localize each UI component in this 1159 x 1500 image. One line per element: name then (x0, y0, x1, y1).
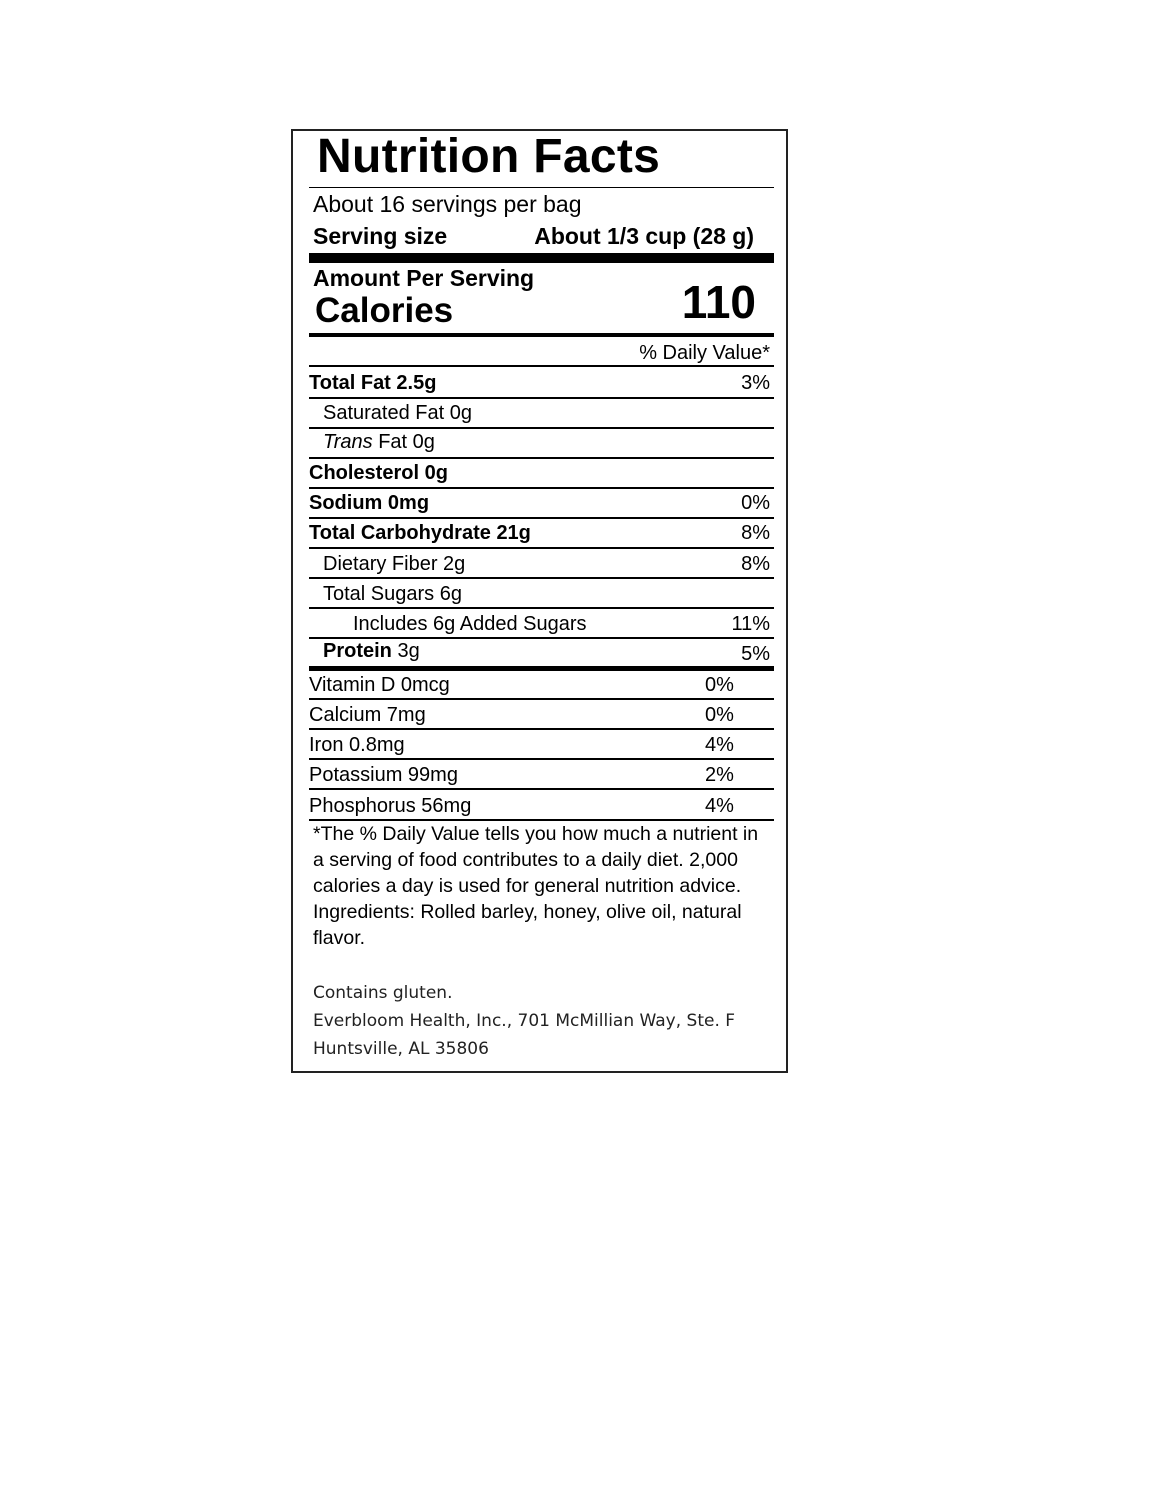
nutrient-row-total-sugars (309, 580, 774, 608)
divider (309, 607, 774, 609)
divider (309, 187, 774, 188)
manufacturer-address-line2: Huntsville, AL 35806 (313, 1039, 489, 1059)
vitamin-row (309, 761, 774, 789)
vitamin-dv: 2% (705, 764, 734, 786)
nutrient-amount: 2g (443, 553, 466, 575)
divider (309, 728, 774, 730)
nutrient-row-added-sugars (309, 610, 774, 638)
vitamin-row (309, 671, 774, 699)
nutrient-name-suffix: Fat (378, 431, 408, 453)
divider (309, 698, 774, 700)
vitamin-dv: 0% (705, 704, 734, 726)
divider (309, 365, 774, 367)
allergen-statement: Contains gluten. (313, 983, 453, 1003)
vitamin-dv: 4% (705, 795, 734, 817)
nutrient-dv: 11% (731, 613, 770, 635)
nutrient-row-saturated-fat (309, 399, 774, 427)
nutrient-dv (770, 399, 774, 427)
nutrient-row-dietary-fiber (309, 550, 774, 578)
servings-per-container: About 16 servings per bag (313, 191, 582, 217)
vitamin-text: Potassium 99mg (309, 764, 458, 786)
nutrient-name: Sodium (309, 492, 383, 514)
vitamin-text: Vitamin D 0mcg (309, 674, 450, 696)
nutrient-dv: 5% (741, 643, 770, 665)
nutrient-dv: 3% (741, 372, 770, 394)
vitamin-row (309, 701, 774, 729)
nutrient-amount: 0g (412, 431, 435, 453)
nutrient-amount: 0g (449, 402, 472, 424)
vitamin-row (309, 792, 774, 820)
nutrient-row-cholesterol (309, 459, 774, 487)
medium-divider (309, 333, 774, 337)
nutrient-name: Total Sugars (323, 583, 435, 605)
nutrient-row-total-fat (309, 369, 774, 397)
nutrient-name: Cholesterol (309, 462, 420, 484)
manufacturer-address-line1: Everbloom Health, Inc., 701 McMillian Way, Ste. F (313, 1011, 736, 1031)
serving-size-label: Serving size (313, 223, 448, 249)
vitamin-dv: 0% (705, 674, 734, 696)
nutrient-dv (770, 580, 774, 608)
nutrient-name: Total Carbohydrate (309, 522, 491, 544)
nutrient-name: Protein (323, 640, 392, 662)
nutrient-row-total-carbohydrate (309, 519, 774, 547)
nutrient-amount: 6g (439, 583, 462, 605)
vitamin-row (309, 731, 774, 759)
divider (309, 547, 774, 549)
vitamin-text: Iron 0.8mg (309, 734, 405, 756)
vitamin-dv: 4% (705, 734, 734, 756)
label-title: Nutrition Facts (317, 130, 661, 183)
thick-divider (309, 253, 774, 263)
divider (309, 758, 774, 760)
nutrient-amount: 3g (397, 640, 420, 662)
daily-value-footnote: *The % Daily Value tells you how much a nutrient in a serving of food contributes to a daily diet. 2,000 calories a day is used for general nutrition advice. (313, 823, 759, 897)
serving-size-value: About 1/3 cup (28 g) (534, 223, 754, 249)
nutrient-dv (770, 459, 774, 487)
nutrient-name: Dietary Fiber (323, 553, 438, 575)
daily-value-header: % Daily Value* (639, 342, 770, 364)
nutrient-row-trans-fat (309, 428, 774, 456)
nutrient-name: Total Fat (309, 372, 391, 394)
nutrient-dv: 8% (741, 522, 770, 544)
divider (309, 788, 774, 790)
footnote-block (313, 821, 773, 951)
nutrient-amount: 0mg (387, 492, 430, 514)
nutrient-row-protein (309, 637, 774, 665)
nutrient-name: Includes 6g Added Sugars (353, 613, 587, 635)
nutrient-dv (770, 428, 774, 456)
serving-size-row (313, 221, 754, 251)
nutrition-facts-label (291, 129, 788, 1073)
amount-per-serving: Amount Per Serving (313, 265, 535, 291)
nutrient-dv: 8% (741, 553, 770, 575)
vitamin-text: Calcium 7mg (309, 704, 426, 726)
nutrient-amount: 0g (424, 462, 448, 484)
nutrient-name: Saturated Fat (323, 402, 445, 424)
ingredients: Ingredients: Rolled barley, honey, olive oil, natural flavor. (313, 901, 742, 949)
nutrient-name-italic: Trans (323, 431, 373, 453)
vitamin-text: Phosphorus 56mg (309, 795, 472, 817)
nutrient-row-sodium (309, 489, 774, 517)
nutrient-amount: 2.5g (396, 372, 437, 394)
calories-value: 110 (681, 276, 756, 328)
nutrient-amount: 21g (496, 522, 531, 544)
calories-label: Calories (315, 291, 454, 330)
divider (309, 577, 774, 579)
nutrient-dv: 0% (741, 492, 770, 514)
